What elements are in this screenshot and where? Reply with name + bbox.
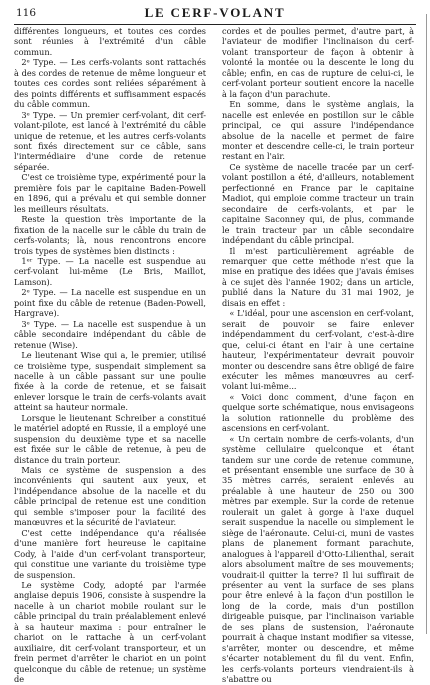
paragraph: « L'idéal, pour une ascension en cerf-volant, serait de pouvoir se faire enlever indépendamment du cerf-volant, c'est-à-dire que, celui-ci étant en l'air à une certaine hauteur, l'expérimentateur devrait pouvoir monter ou descendre sans être obligé de faire exécuter les mêmes manœuvres au cerf-volant lui-même... xyxy=(222,308,414,392)
paragraph: cordes et de poulies permet, d'autre part, à l'aviateur de modifier l'inclinaison du cerf-volant transporteur de façon à obtenir à volonté la montée ou la descente le long du câble; enfin, en cas de rupture de celui-ci, le cerf-volant porteur soutient encore la nacelle à la façon d'un parachute. xyxy=(222,26,414,99)
page-number: 116 xyxy=(16,7,37,19)
left-column xyxy=(14,26,206,685)
paragraph: 2ᵉ Type. — Les cerfs-volants sont rattachés à des cordes de retenue de même longueur et toutes ces cordes sont reliées séparément à des points différents et suffisamment espacés du câble commun. xyxy=(14,57,206,110)
paragraph: 3ᵉ Type. — La nacelle est suspendue à un câble secondaire indépendant du câble de retenue (Wise). xyxy=(14,318,206,350)
paragraph: Il m'est particulièrement agréable de remarquer que cette méthode n'est que la mise en pratique des idées que j'avais émises à ce sujet dès l'année 1902; dans un article, publié dans la Nature du 31 mai 1902, je disais en effet : xyxy=(222,245,414,308)
paragraph: C'est cette indépendance qu'a réalisée d'une manière fort heureuse le capitaine Cody, à l'aide d'un cerf-volant transporteur, qui constitue une variante du troisième type de suspension. xyxy=(14,527,206,580)
paragraph: différentes longueurs, et toutes ces cordes sont réunies à l'extrémité d'un câble commun. xyxy=(14,26,206,57)
paragraph: Reste la question très importante de la fixation de la nacelle sur le câble du train de cerfs-volants; là, nous rencontrons encore trois types de systèmes bien distincts : xyxy=(14,214,206,256)
paragraph: Ce système de nacelle tracée par un cerf-volant postillon a été, d'ailleurs, notablement perfectionné en France par le capitaine Madiot, qui emploie comme tracteur un train secondaire de cerfs-volants, et par le capitaine Saconney qui, de plus, commande le train tracteur par un câble secondaire indépendant du câble principal. xyxy=(222,161,414,246)
page-header xyxy=(14,4,416,25)
paragraph: « Voici donc comment, d'une façon en quelque sorte schématique, nous envisageons la solution rationnelle du problème des ascensions en cerf-volant. xyxy=(222,391,414,434)
scan-edge-line xyxy=(426,14,427,634)
paragraph: Le lieutenant Wise qui a, le premier, utilisé ce troisième type, suspendait simplement sa nacelle à un câble passant sur une poulie fixée à la corde de retenue, et se faisait enlever lorsque le train de cerfs-volants avait atteint sa hauteur normale. xyxy=(14,350,206,413)
paragraph: C'est ce troisième type, expérimenté pour la première fois par le capitaine Baden-Powell en 1896, qui a prévalu et qui semble donner les meilleurs résultats. xyxy=(14,172,206,214)
paragraph: Mais ce système de suspension a des inconvénients qui sautent aux yeux, et l'indépendance absolue de la nacelle et du câble principal de retenue est une condition qui semble s'imposer pour la facilité des manœuvres et la sécurité de l'aviateur. xyxy=(14,465,206,528)
paragraph: Lorsque le lieutenant Schreiber a constitué le matériel adopté en Russie, il a employé une suspension du deuxième type et sa nacelle est fixée sur le câble de retenue, à peu de distance du train porteur. xyxy=(14,412,206,465)
paragraph: 3ᵉ Type. — Un premier cerf-volant, dit cerf-volant-pilote, est lancé à l'extrémité du câble unique de retenue, et les autres cerfs-volants sont fixés directement sur ce câble, sans l'intermédiaire d'une corde de retenue séparée. xyxy=(14,109,206,172)
paragraph: 2ᵉ Type. — La nacelle est suspendue en un point fixe du câble de retenue (Baden-Powell, Hargrave). xyxy=(14,287,206,319)
paragraph: En somme, dans le système anglais, la nacelle est enlevée en postillon sur le câble principal, ce qui assure l'indépendance absolue de la nacelle et permet de faire monter et descendre celle-ci, le train porteur restant en l'air. xyxy=(222,99,414,162)
paragraph: Le système Cody, adopté par l'armée anglaise depuis 1906, consiste à suspendre la nacelle à un chariot mobile roulant sur le câble principal du train préalablement enlevé à sa hauteur maxima : pour entraîner le chariot on le rattache à un cerf-volant auxiliaire, dit cerf-volant transporteur, et un frein permet d'arrêter le chariot en un point quelconque du câble de retenue; un système de xyxy=(14,580,206,685)
right-column xyxy=(222,26,414,685)
paragraph: 1ᵉʳ Type. — La nacelle est suspendue au cerf-volant lui-même (Le Bris, Maillot, Lamson). xyxy=(14,255,206,287)
paragraph: « Un certain nombre de cerfs-volants, d'un système cellulaire quelconque et étant tandem sur une corde de retenue commune, et présentant ensemble une surface de 30 à 35 mètres carrés, seraient enlevés au préalable à une hauteur de 250 ou 300 mètres par exemple. Sur la corde de retenue roulerait un galet à gorge à l'axe duquel serait suspendue la nacelle ou simplement le siège de l'aéronaute. Celui-ci, muni de vastes plans de planement formant parachute, analogues à l'appareil d'Otto-Lilienthal, serait alors absolument maître de ses mouvements; voudrait-il quitter la terre? Il lui suffirait de présenter au vent la surface de ses plans pour être enlevé à la façon d'un postillon le long de la corde, mais d'un postillon dirigeable puisque, par l'inclinaison variable de ses plans de sustension, l'aéronaute pourrait à chaque instant modifier sa vitesse, s'arrêter, monter ou descendre, et même s'écarter notablement du fil du vent. Enfin, les cerfs-volants porteurs viendraient-ils à s'abattre ou xyxy=(222,433,414,685)
running-title: LE CERF-VOLANT xyxy=(144,5,286,20)
